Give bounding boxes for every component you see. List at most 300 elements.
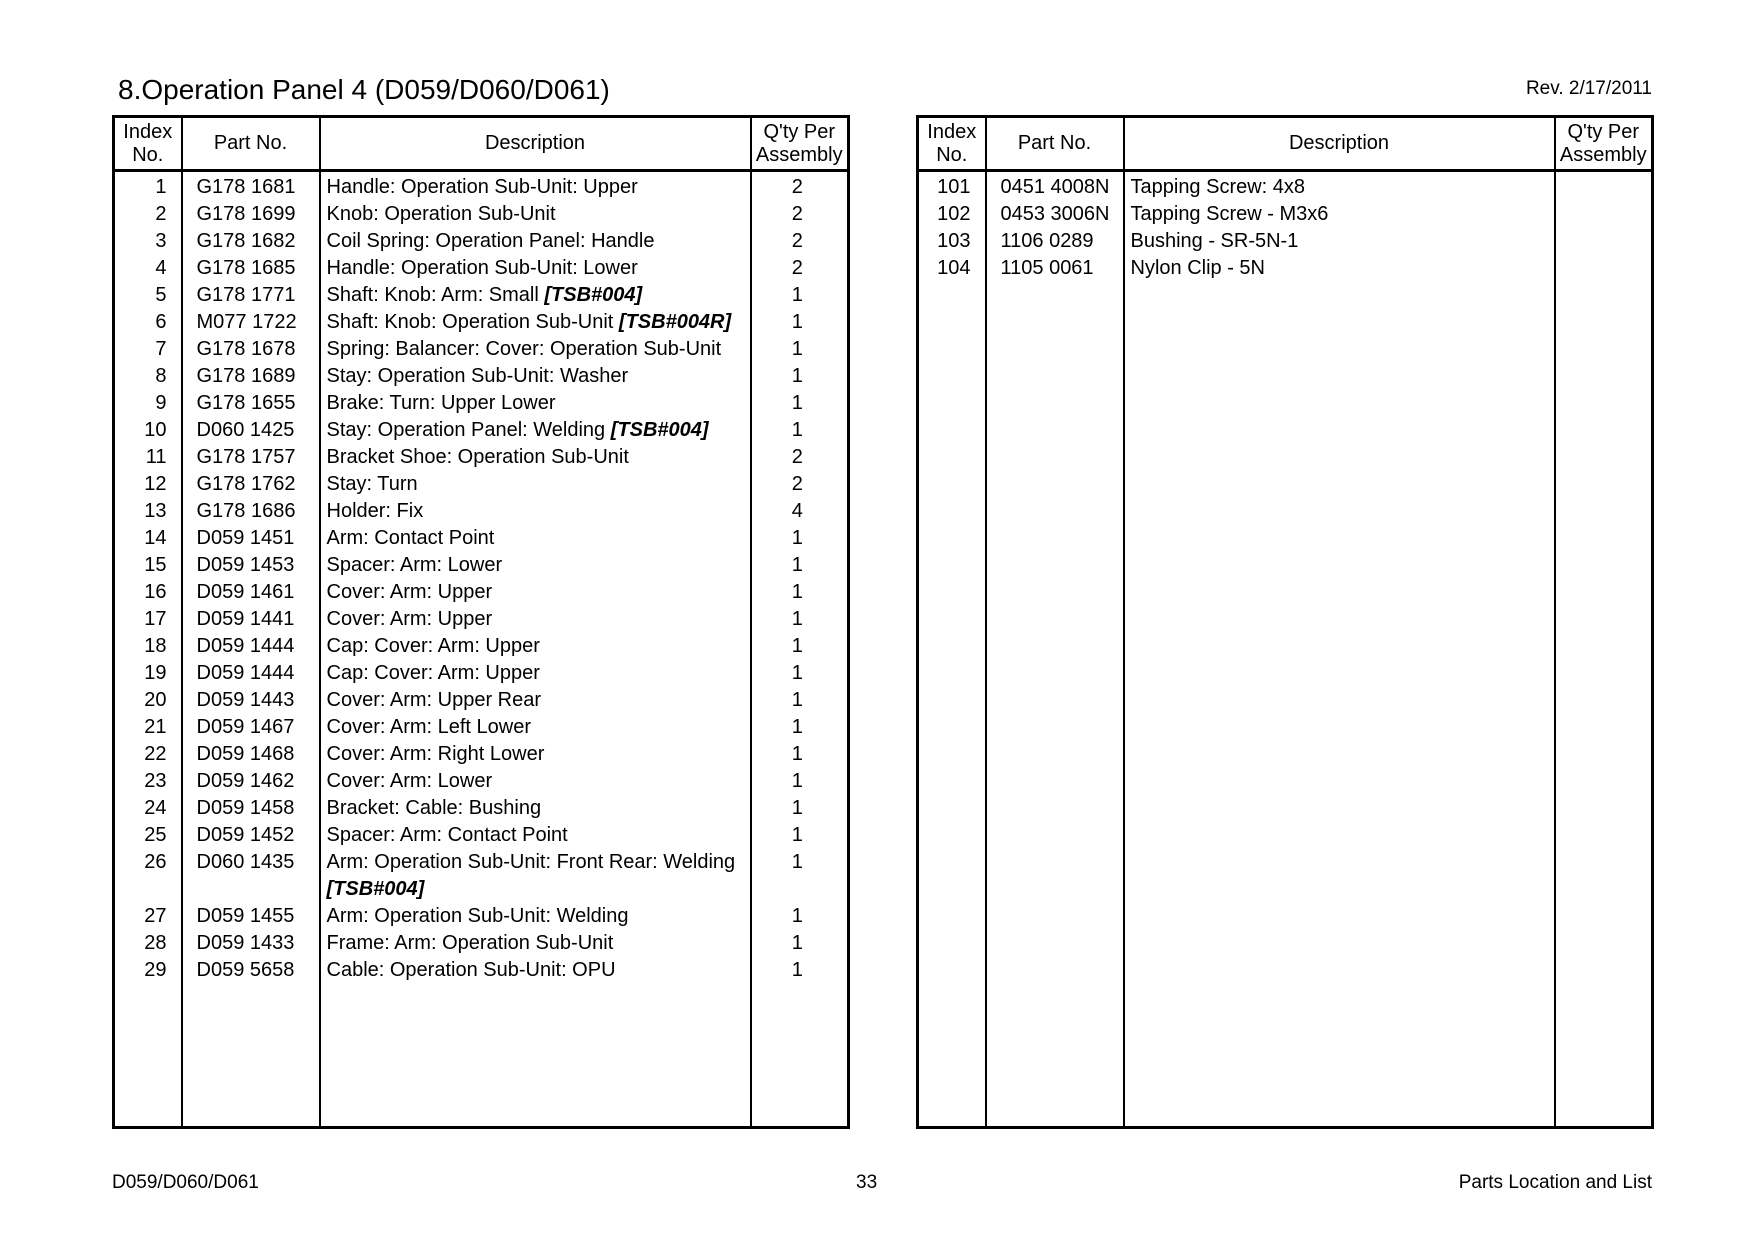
tsb-reference: [TSB#004] bbox=[610, 419, 709, 441]
empty-cell bbox=[1124, 417, 1555, 444]
empty-cell bbox=[986, 606, 1124, 633]
empty-cell bbox=[918, 525, 986, 552]
table-row bbox=[114, 309, 849, 336]
empty-cell bbox=[1555, 525, 1653, 552]
empty-row bbox=[918, 282, 1653, 309]
description-text: Stay: Turn bbox=[326, 473, 418, 495]
description-cell bbox=[320, 795, 751, 822]
empty-cell bbox=[1555, 606, 1653, 633]
part-number-cell: D060 1435 bbox=[182, 849, 320, 876]
description-text: Handle: Operation Sub-Unit: Lower bbox=[326, 257, 638, 279]
part-number-cell: G178 1678 bbox=[182, 336, 320, 363]
description-text: Shaft: Knob: Operation Sub-Unit bbox=[326, 311, 619, 333]
description-cell bbox=[320, 768, 751, 795]
index-cell: 24 bbox=[114, 795, 182, 822]
empty-cell bbox=[986, 417, 1124, 444]
empty-row bbox=[918, 363, 1653, 390]
part-number-cell: D059 1443 bbox=[182, 687, 320, 714]
empty-cell bbox=[1124, 336, 1555, 363]
quantity-cell: 1 bbox=[751, 849, 849, 876]
empty-row bbox=[918, 957, 1653, 984]
quantity-cell: 2 bbox=[751, 255, 849, 282]
empty-cell bbox=[918, 849, 986, 876]
index-cell: 14 bbox=[114, 525, 182, 552]
description-text: Bracket Shoe: Operation Sub-Unit bbox=[326, 446, 629, 468]
table-row bbox=[114, 768, 849, 795]
description-cell bbox=[320, 930, 751, 957]
part-number-cell: G178 1699 bbox=[182, 201, 320, 228]
description-cell bbox=[1124, 255, 1555, 282]
quantity-cell: 4 bbox=[751, 498, 849, 525]
empty-cell bbox=[918, 471, 986, 498]
revision-date: Rev. 2/17/2011 bbox=[1525, 78, 1652, 99]
index-cell: 23 bbox=[114, 768, 182, 795]
index-cell: 8 bbox=[114, 363, 182, 390]
empty-cell bbox=[1124, 471, 1555, 498]
table-row bbox=[918, 171, 1653, 202]
empty-cell bbox=[986, 552, 1124, 579]
quantity-cell: 1 bbox=[751, 579, 849, 606]
description-cell bbox=[320, 498, 751, 525]
table-row bbox=[114, 171, 849, 202]
table-row bbox=[114, 336, 849, 363]
description-cell bbox=[320, 579, 751, 606]
filler-row bbox=[918, 984, 1653, 1128]
index-cell: 15 bbox=[114, 552, 182, 579]
table-row bbox=[918, 201, 1653, 228]
empty-cell bbox=[1555, 957, 1653, 984]
empty-cell bbox=[986, 822, 1124, 849]
description-text: Bracket: Cable: Bushing bbox=[326, 797, 542, 819]
empty-cell bbox=[1555, 363, 1653, 390]
empty-cell bbox=[918, 336, 986, 363]
quantity-cell bbox=[1555, 228, 1653, 255]
quantity-cell: 2 bbox=[751, 444, 849, 471]
description-text: Cap: Cover: Arm: Upper bbox=[326, 635, 540, 657]
empty-cell bbox=[918, 390, 986, 417]
table-row bbox=[114, 363, 849, 390]
empty-row bbox=[918, 714, 1653, 741]
table-row bbox=[114, 282, 849, 309]
quantity-cell: 2 bbox=[751, 201, 849, 228]
empty-cell bbox=[1555, 309, 1653, 336]
quantity-cell bbox=[1555, 255, 1653, 282]
empty-row bbox=[918, 579, 1653, 606]
description-text: Knob: Operation Sub-Unit bbox=[326, 203, 556, 225]
empty-cell bbox=[1555, 822, 1653, 849]
empty-cell bbox=[918, 714, 986, 741]
index-cell: 20 bbox=[114, 687, 182, 714]
description-cell bbox=[320, 633, 751, 660]
quantity-cell: 1 bbox=[751, 309, 849, 336]
description-cell bbox=[320, 957, 751, 984]
parts-table-right bbox=[916, 115, 1654, 1129]
index-cell: 102 bbox=[918, 201, 986, 228]
description-cell bbox=[320, 660, 751, 687]
index-cell: 18 bbox=[114, 633, 182, 660]
empty-cell bbox=[1124, 498, 1555, 525]
table-row bbox=[114, 579, 849, 606]
table-row bbox=[114, 417, 849, 444]
description-cell bbox=[320, 525, 751, 552]
empty-cell bbox=[918, 903, 986, 930]
empty-cell bbox=[986, 795, 1124, 822]
index-cell: 2 bbox=[114, 201, 182, 228]
empty-row bbox=[918, 876, 1653, 903]
empty-cell bbox=[1555, 417, 1653, 444]
quantity-cell: 1 bbox=[751, 741, 849, 768]
empty-cell bbox=[986, 363, 1124, 390]
tsb-reference: [TSB#004R] bbox=[618, 311, 732, 333]
description-cell bbox=[1124, 201, 1555, 228]
description-cell bbox=[320, 201, 751, 228]
part-number-cell: D059 1467 bbox=[182, 714, 320, 741]
table-row bbox=[114, 957, 849, 984]
quantity-cell: 2 bbox=[751, 171, 849, 202]
part-number-cell: D059 1453 bbox=[182, 552, 320, 579]
empty-cell bbox=[986, 903, 1124, 930]
empty-cell bbox=[918, 309, 986, 336]
empty-cell bbox=[986, 471, 1124, 498]
part-number-cell: G178 1757 bbox=[182, 444, 320, 471]
filler-cell bbox=[1124, 984, 1555, 1128]
quantity-cell: 1 bbox=[751, 903, 849, 930]
empty-cell bbox=[1555, 552, 1653, 579]
description-text: Spacer: Arm: Contact Point bbox=[326, 824, 568, 846]
index-cell: 3 bbox=[114, 228, 182, 255]
index-cell: 4 bbox=[114, 255, 182, 282]
quantity-cell bbox=[1555, 171, 1653, 202]
index-cell: 12 bbox=[114, 471, 182, 498]
empty-cell bbox=[918, 660, 986, 687]
description-cell bbox=[320, 741, 751, 768]
quantity-cell bbox=[1555, 201, 1653, 228]
part-number-cell: G178 1762 bbox=[182, 471, 320, 498]
description-text: Tapping Screw: 4x8 bbox=[1130, 176, 1306, 198]
part-number-cell bbox=[182, 876, 320, 903]
quantity-cell bbox=[751, 876, 849, 903]
empty-row bbox=[918, 525, 1653, 552]
header-part-no: Part No. bbox=[986, 117, 1124, 171]
description-cell bbox=[320, 876, 751, 903]
empty-row bbox=[918, 417, 1653, 444]
part-number-cell: G178 1681 bbox=[182, 171, 320, 202]
description-text: Cover: Arm: Upper bbox=[326, 581, 493, 603]
table-row bbox=[114, 930, 849, 957]
empty-cell bbox=[1124, 957, 1555, 984]
empty-cell bbox=[986, 660, 1124, 687]
empty-row bbox=[918, 741, 1653, 768]
description-text: Tapping Screw - M3x6 bbox=[1130, 203, 1329, 225]
empty-cell bbox=[918, 768, 986, 795]
table-row bbox=[114, 498, 849, 525]
empty-cell bbox=[1555, 768, 1653, 795]
empty-cell bbox=[1124, 363, 1555, 390]
table-row bbox=[114, 822, 849, 849]
quantity-cell: 1 bbox=[751, 633, 849, 660]
index-cell: 29 bbox=[114, 957, 182, 984]
empty-cell bbox=[986, 741, 1124, 768]
quantity-cell: 1 bbox=[751, 660, 849, 687]
empty-cell bbox=[1555, 741, 1653, 768]
quantity-cell: 1 bbox=[751, 363, 849, 390]
description-cell bbox=[320, 552, 751, 579]
description-text: Cover: Arm: Upper bbox=[326, 608, 493, 630]
empty-cell bbox=[1555, 282, 1653, 309]
quantity-cell: 1 bbox=[751, 552, 849, 579]
empty-cell bbox=[1124, 552, 1555, 579]
empty-cell bbox=[918, 633, 986, 660]
empty-cell bbox=[986, 687, 1124, 714]
part-number-cell: 1105 0061 bbox=[986, 255, 1124, 282]
description-cell bbox=[320, 282, 751, 309]
description-cell bbox=[320, 171, 751, 202]
part-number-cell: D059 1444 bbox=[182, 633, 320, 660]
empty-cell bbox=[1124, 930, 1555, 957]
empty-cell bbox=[986, 336, 1124, 363]
empty-cell bbox=[986, 309, 1124, 336]
description-text: Cover: Arm: Lower bbox=[326, 770, 493, 792]
part-number-cell: 0451 4008N bbox=[986, 171, 1124, 202]
description-text: Arm: Operation Sub-Unit: Welding bbox=[326, 905, 629, 927]
empty-cell bbox=[1555, 633, 1653, 660]
table-row bbox=[114, 687, 849, 714]
empty-cell bbox=[986, 957, 1124, 984]
description-text: Coil Spring: Operation Panel: Handle bbox=[326, 230, 655, 252]
part-number-cell: D059 5658 bbox=[182, 957, 320, 984]
description-cell bbox=[320, 849, 751, 876]
empty-cell bbox=[918, 795, 986, 822]
empty-row bbox=[918, 444, 1653, 471]
empty-cell bbox=[1124, 849, 1555, 876]
parts-table-right-body bbox=[918, 171, 1653, 1128]
parts-table-left-body bbox=[114, 171, 849, 1128]
description-cell bbox=[320, 228, 751, 255]
part-number-cell: D059 1461 bbox=[182, 579, 320, 606]
empty-cell bbox=[1124, 282, 1555, 309]
table-row bbox=[918, 255, 1653, 282]
part-number-cell: G178 1685 bbox=[182, 255, 320, 282]
description-cell bbox=[1124, 171, 1555, 202]
empty-row bbox=[918, 498, 1653, 525]
index-cell: 11 bbox=[114, 444, 182, 471]
empty-cell bbox=[1555, 498, 1653, 525]
empty-cell bbox=[1555, 390, 1653, 417]
description-text: Stay: Operation Panel: Welding bbox=[326, 419, 611, 441]
empty-cell bbox=[1124, 687, 1555, 714]
description-cell bbox=[320, 471, 751, 498]
parts-table-left bbox=[112, 115, 850, 1129]
empty-cell bbox=[918, 822, 986, 849]
quantity-cell: 1 bbox=[751, 957, 849, 984]
quantity-cell: 1 bbox=[751, 417, 849, 444]
empty-row bbox=[918, 930, 1653, 957]
empty-cell bbox=[1555, 930, 1653, 957]
empty-row bbox=[918, 660, 1653, 687]
table-row bbox=[114, 903, 849, 930]
part-number-cell: D059 1468 bbox=[182, 741, 320, 768]
empty-cell bbox=[918, 957, 986, 984]
index-cell: 13 bbox=[114, 498, 182, 525]
empty-cell bbox=[918, 417, 986, 444]
table-row bbox=[114, 390, 849, 417]
empty-cell bbox=[918, 876, 986, 903]
part-number-cell: D059 1433 bbox=[182, 930, 320, 957]
empty-row bbox=[918, 633, 1653, 660]
table-row bbox=[114, 228, 849, 255]
quantity-cell: 1 bbox=[751, 390, 849, 417]
quantity-cell: 1 bbox=[751, 768, 849, 795]
empty-row bbox=[918, 471, 1653, 498]
index-cell: 6 bbox=[114, 309, 182, 336]
empty-cell bbox=[986, 498, 1124, 525]
empty-cell bbox=[1124, 579, 1555, 606]
table-row bbox=[114, 606, 849, 633]
empty-cell bbox=[986, 876, 1124, 903]
description-text: Handle: Operation Sub-Unit: Upper bbox=[326, 176, 638, 198]
empty-cell bbox=[1555, 849, 1653, 876]
description-text: Bushing - SR-5N-1 bbox=[1130, 230, 1299, 252]
empty-cell bbox=[1124, 876, 1555, 903]
empty-cell bbox=[1555, 660, 1653, 687]
empty-cell bbox=[918, 363, 986, 390]
filler-cell bbox=[986, 984, 1124, 1128]
description-cell bbox=[320, 255, 751, 282]
filler-cell bbox=[182, 984, 320, 1128]
filler-cell bbox=[918, 984, 986, 1128]
description-cell bbox=[320, 687, 751, 714]
empty-row bbox=[918, 849, 1653, 876]
part-number-cell: D059 1441 bbox=[182, 606, 320, 633]
index-cell: 9 bbox=[114, 390, 182, 417]
page-title: 8.Operation Panel 4 (D059/D060/D061) bbox=[118, 74, 610, 105]
header-index: Index No. bbox=[114, 117, 182, 171]
index-cell: 17 bbox=[114, 606, 182, 633]
description-cell bbox=[320, 444, 751, 471]
part-number-cell: D059 1462 bbox=[182, 768, 320, 795]
filler-cell bbox=[1555, 984, 1653, 1128]
index-cell: 19 bbox=[114, 660, 182, 687]
empty-cell bbox=[918, 444, 986, 471]
empty-row bbox=[918, 336, 1653, 363]
empty-cell bbox=[1555, 876, 1653, 903]
description-text: Spacer: Arm: Lower bbox=[326, 554, 503, 576]
description-text: Arm: Operation Sub-Unit: Front Rear: Welding bbox=[326, 851, 736, 873]
tsb-reference: [TSB#004] bbox=[544, 284, 643, 306]
table-row bbox=[918, 228, 1653, 255]
empty-cell bbox=[918, 741, 986, 768]
empty-cell bbox=[918, 930, 986, 957]
table-row bbox=[114, 552, 849, 579]
part-number-cell: D060 1425 bbox=[182, 417, 320, 444]
quantity-cell: 1 bbox=[751, 336, 849, 363]
table-row bbox=[114, 714, 849, 741]
empty-cell bbox=[918, 552, 986, 579]
header-qty: Q'ty Per Assembly bbox=[751, 117, 849, 171]
index-cell: 104 bbox=[918, 255, 986, 282]
part-number-cell: 0453 3006N bbox=[986, 201, 1124, 228]
index-cell: 27 bbox=[114, 903, 182, 930]
description-text: Arm: Contact Point bbox=[326, 527, 495, 549]
part-number-cell: G178 1686 bbox=[182, 498, 320, 525]
empty-cell bbox=[1555, 687, 1653, 714]
part-number-cell: D059 1452 bbox=[182, 822, 320, 849]
part-number-cell: G178 1771 bbox=[182, 282, 320, 309]
empty-cell bbox=[1124, 633, 1555, 660]
index-cell: 28 bbox=[114, 930, 182, 957]
part-number-cell: D059 1451 bbox=[182, 525, 320, 552]
description-cell bbox=[320, 309, 751, 336]
description-text: Cover: Arm: Right Lower bbox=[326, 743, 545, 765]
part-number-cell: D059 1455 bbox=[182, 903, 320, 930]
empty-cell bbox=[1124, 903, 1555, 930]
description-text: Cover: Arm: Upper Rear bbox=[326, 689, 542, 711]
footer-model: D059/D060/D061 bbox=[112, 1172, 259, 1193]
empty-cell bbox=[1124, 525, 1555, 552]
empty-row bbox=[918, 309, 1653, 336]
table-header-row bbox=[114, 117, 849, 171]
empty-row bbox=[918, 822, 1653, 849]
table-row bbox=[114, 633, 849, 660]
empty-cell bbox=[1124, 741, 1555, 768]
description-text: Shaft: Knob: Arm: Small bbox=[326, 284, 545, 306]
table-row bbox=[114, 849, 849, 876]
empty-row bbox=[918, 768, 1653, 795]
index-cell: 10 bbox=[114, 417, 182, 444]
description-text: Stay: Operation Sub-Unit: Washer bbox=[326, 365, 629, 387]
description-cell bbox=[320, 390, 751, 417]
quantity-cell: 2 bbox=[751, 471, 849, 498]
index-cell: 5 bbox=[114, 282, 182, 309]
empty-row bbox=[918, 390, 1653, 417]
index-cell: 101 bbox=[918, 171, 986, 202]
empty-cell bbox=[918, 687, 986, 714]
empty-cell bbox=[1555, 336, 1653, 363]
empty-cell bbox=[1555, 579, 1653, 606]
empty-cell bbox=[1124, 660, 1555, 687]
empty-cell bbox=[986, 390, 1124, 417]
empty-cell bbox=[1124, 714, 1555, 741]
index-cell: 103 bbox=[918, 228, 986, 255]
table-row bbox=[114, 471, 849, 498]
header-part-no: Part No. bbox=[182, 117, 320, 171]
description-text: Cover: Arm: Left Lower bbox=[326, 716, 532, 738]
empty-cell bbox=[1555, 471, 1653, 498]
part-number-cell: M077 1722 bbox=[182, 309, 320, 336]
empty-cell bbox=[986, 849, 1124, 876]
empty-row bbox=[918, 903, 1653, 930]
quantity-cell: 1 bbox=[751, 525, 849, 552]
quantity-cell: 1 bbox=[751, 930, 849, 957]
tsb-reference: [TSB#004] bbox=[326, 878, 425, 900]
empty-cell bbox=[1124, 822, 1555, 849]
quantity-cell: 1 bbox=[751, 822, 849, 849]
table-row bbox=[114, 201, 849, 228]
description-text: Holder: Fix bbox=[326, 500, 424, 522]
empty-cell bbox=[918, 282, 986, 309]
empty-cell bbox=[1555, 444, 1653, 471]
empty-cell bbox=[1555, 795, 1653, 822]
empty-cell bbox=[1124, 309, 1555, 336]
empty-row bbox=[918, 687, 1653, 714]
footer-section: Parts Location and List bbox=[1458, 1172, 1652, 1193]
empty-row bbox=[918, 552, 1653, 579]
table-row bbox=[114, 876, 849, 903]
empty-cell bbox=[986, 444, 1124, 471]
empty-cell bbox=[986, 768, 1124, 795]
empty-cell bbox=[1124, 444, 1555, 471]
index-cell: 22 bbox=[114, 741, 182, 768]
